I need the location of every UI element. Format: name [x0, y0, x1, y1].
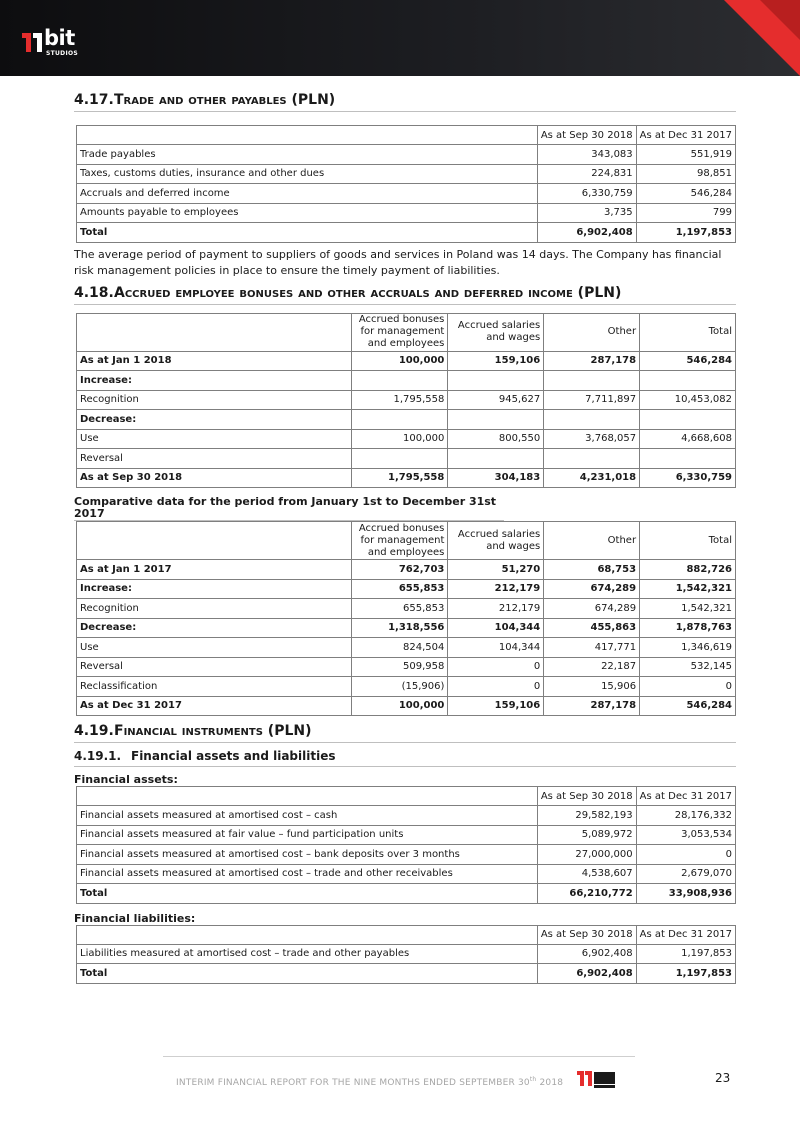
- value-cell: 546,284: [636, 184, 735, 204]
- value-cell: 0: [448, 657, 544, 677]
- value-cell: 674,289: [544, 579, 640, 599]
- value-cell: 6,902,408: [537, 964, 636, 984]
- value-cell: 1,197,853: [636, 223, 735, 243]
- value-cell: [640, 449, 736, 469]
- value-cell: 27,000,000: [537, 845, 636, 865]
- table-row: [77, 944, 736, 964]
- value-cell: 10,453,082: [640, 390, 736, 410]
- payables-note: The average period of payment to suppliers of goods and services in Poland was 14 days. The Company has financial risk management policies in place to ensure the timely payment of liabilities.: [74, 247, 722, 277]
- value-cell: 655,853: [352, 579, 448, 599]
- subsection-heading-4-19-1: [74, 749, 736, 767]
- row-label: As at Dec 31 2017: [77, 696, 352, 716]
- total-row: [77, 223, 736, 243]
- value-cell: 3,053,534: [636, 825, 735, 845]
- page-header-band: [0, 0, 800, 76]
- value-cell: [448, 449, 544, 469]
- section-number: 4.18.: [74, 284, 114, 301]
- table-row: [77, 371, 736, 391]
- row-label: Recognition: [77, 390, 352, 410]
- value-cell: 762,703: [352, 560, 448, 580]
- value-cell: 287,178: [544, 351, 640, 371]
- header-cell: As at Sep 30 2018: [537, 126, 636, 145]
- value-cell: 29,582,193: [537, 806, 636, 826]
- section-heading-4-18: [74, 285, 736, 305]
- accruals-table-2018: [76, 313, 736, 489]
- value-cell: 22,187: [544, 657, 640, 677]
- table-row: [77, 468, 736, 488]
- value-cell: 551,919: [636, 145, 735, 165]
- value-cell: 212,179: [448, 599, 544, 619]
- row-label: Financial assets measured at amortised cost – trade and other receivables: [77, 864, 538, 884]
- table-header-row: [77, 126, 736, 145]
- header-red-corner-inner: [760, 0, 800, 40]
- section-heading-4-19: [74, 723, 736, 743]
- value-cell: 66,210,772: [537, 884, 636, 904]
- header-cell: As at Sep 30 2018: [537, 787, 636, 806]
- header-cell: Other: [544, 313, 640, 351]
- header-cell: [77, 313, 352, 351]
- value-cell: [640, 410, 736, 430]
- section-title: Accrued employee bonuses and other accruals and deferred income (PLN): [114, 284, 622, 301]
- row-label: Reversal: [77, 657, 352, 677]
- table-row: [77, 864, 736, 884]
- table-header-row: [77, 313, 736, 351]
- value-cell: 343,083: [537, 145, 636, 165]
- value-cell: 1,318,556: [352, 618, 448, 638]
- value-cell: 304,183: [448, 468, 544, 488]
- row-label: Use: [77, 429, 352, 449]
- row-label: Recognition: [77, 599, 352, 619]
- section-title: Financial instruments (PLN): [114, 723, 312, 739]
- value-cell: 0: [448, 677, 544, 697]
- value-cell: 1,542,321: [640, 599, 736, 619]
- value-cell: 100,000: [352, 351, 448, 371]
- financial-assets-table: [76, 786, 736, 904]
- section-number: 4.19.: [74, 723, 114, 739]
- value-cell: 104,344: [448, 638, 544, 658]
- header-cell: [77, 787, 538, 806]
- table-row: [77, 410, 736, 430]
- header-cell: As at Dec 31 2017: [636, 787, 735, 806]
- row-label: As at Sep 30 2018: [77, 468, 352, 488]
- table-row: [77, 696, 736, 716]
- value-cell: 1,197,853: [636, 964, 735, 984]
- financial-assets-label: Financial assets:: [74, 773, 178, 786]
- value-cell: 212,179: [448, 579, 544, 599]
- value-cell: 6,330,759: [537, 184, 636, 204]
- table-row: [77, 351, 736, 371]
- section-title: Trade and other payables (PLN): [114, 92, 336, 108]
- value-cell: 98,851: [636, 164, 735, 184]
- footer-divider: [163, 1056, 635, 1057]
- subsection-number: 4.19.1.: [74, 749, 122, 763]
- section-number: 4.17.: [74, 92, 114, 108]
- value-cell: 0: [640, 677, 736, 697]
- footer-text-sup: th: [529, 1076, 537, 1083]
- value-cell: 1,878,763: [640, 618, 736, 638]
- value-cell: 509,958: [352, 657, 448, 677]
- header-cell: Other: [544, 522, 640, 560]
- header-cell: [77, 925, 538, 944]
- value-cell: 5,089,972: [537, 825, 636, 845]
- row-label: Reversal: [77, 449, 352, 469]
- table-row: [77, 618, 736, 638]
- value-cell: [352, 371, 448, 391]
- value-cell: 546,284: [640, 696, 736, 716]
- table-row: [77, 677, 736, 697]
- value-cell: 2,679,070: [636, 864, 735, 884]
- table-row: [77, 638, 736, 658]
- row-label: As at Jan 1 2018: [77, 351, 352, 371]
- value-cell: 3,768,057: [544, 429, 640, 449]
- value-cell: 159,106: [448, 351, 544, 371]
- value-cell: 100,000: [352, 429, 448, 449]
- header-cell: Accrued bonuses for management and employees: [352, 522, 448, 560]
- subsection-title: Financial assets and liabilities: [131, 749, 336, 763]
- table-row: [77, 806, 736, 826]
- table-row: [77, 429, 736, 449]
- header-cell: As at Sep 30 2018: [537, 925, 636, 944]
- footer-text-b: 2018: [536, 1078, 564, 1088]
- value-cell: 1,542,321: [640, 579, 736, 599]
- row-label: Financial assets measured at amortised cost – bank deposits over 3 months: [77, 845, 538, 865]
- value-cell: 6,330,759: [640, 468, 736, 488]
- value-cell: 800,550: [448, 429, 544, 449]
- value-cell: [640, 371, 736, 391]
- value-cell: 15,906: [544, 677, 640, 697]
- financial-liabilities-label: Financial liabilities:: [74, 911, 196, 925]
- value-cell: [544, 449, 640, 469]
- row-label: Total: [77, 964, 538, 984]
- section-heading-4-17: [74, 92, 736, 112]
- page-number: 23: [715, 1071, 731, 1085]
- footer-text-a: INTERIM FINANCIAL REPORT FOR THE NINE MONTHS ENDED SEPTEMBER 30: [176, 1078, 530, 1088]
- value-cell: [352, 410, 448, 430]
- value-cell: 7,711,897: [544, 390, 640, 410]
- table-row: [77, 390, 736, 410]
- value-cell: 417,771: [544, 638, 640, 658]
- value-cell: 1,795,558: [352, 390, 448, 410]
- row-label: Increase:: [77, 579, 352, 599]
- value-cell: 33,908,936: [636, 884, 735, 904]
- table-row: [77, 203, 736, 223]
- value-cell: 51,270: [448, 560, 544, 580]
- table-row: [77, 579, 736, 599]
- logo-word: bit: [44, 26, 75, 50]
- table-row: [77, 164, 736, 184]
- value-cell: 224,831: [537, 164, 636, 184]
- row-label: Taxes, customs duties, insurance and other dues: [77, 164, 538, 184]
- value-cell: [448, 410, 544, 430]
- total-row: [77, 964, 736, 984]
- page-content: [74, 92, 736, 984]
- logo-eleven-icon: [22, 30, 44, 52]
- value-cell: 0: [636, 845, 735, 865]
- value-cell: [352, 449, 448, 469]
- table-header-row: [77, 522, 736, 560]
- value-cell: 945,627: [448, 390, 544, 410]
- row-label: Accruals and deferred income: [77, 184, 538, 204]
- row-label: Use: [77, 638, 352, 658]
- accruals-2017-body: [77, 560, 736, 716]
- row-label: Financial assets measured at fair value – fund participation units: [77, 825, 538, 845]
- footer-report-title: [176, 1076, 563, 1088]
- table-row: [77, 145, 736, 165]
- value-cell: 68,753: [544, 560, 640, 580]
- header-cell: As at Dec 31 2017: [636, 126, 735, 145]
- value-cell: [544, 410, 640, 430]
- header-cell: Accrued salaries and wages: [448, 522, 544, 560]
- trade-payables-table: [76, 125, 736, 243]
- value-cell: 6,902,408: [537, 223, 636, 243]
- value-cell: 882,726: [640, 560, 736, 580]
- value-cell: 4,668,608: [640, 429, 736, 449]
- table-row: [77, 560, 736, 580]
- value-cell: 6,902,408: [537, 944, 636, 964]
- row-label: Trade payables: [77, 145, 538, 165]
- accruals-2018-body: [77, 351, 736, 488]
- value-cell: 532,145: [640, 657, 736, 677]
- table-header-row: [77, 925, 736, 944]
- value-cell: 100,000: [352, 696, 448, 716]
- header-cell: Accrued bonuses for management and employees: [352, 313, 448, 351]
- accruals-table-2017: [76, 521, 736, 716]
- financial-liabilities-table: [76, 925, 736, 984]
- header-cell: [77, 522, 352, 560]
- header-cell: Total: [640, 313, 736, 351]
- footer-logo-icon: [577, 1068, 617, 1090]
- value-cell: 455,863: [544, 618, 640, 638]
- total-row: [77, 884, 736, 904]
- table-row: [77, 599, 736, 619]
- value-cell: 546,284: [640, 351, 736, 371]
- row-label: Financial assets measured at amortised cost – cash: [77, 806, 538, 826]
- value-cell: 824,504: [352, 638, 448, 658]
- table-row: [77, 657, 736, 677]
- value-cell: 104,344: [448, 618, 544, 638]
- row-label: Liabilities measured at amortised cost – trade and other payables: [77, 944, 538, 964]
- row-label: Amounts payable to employees: [77, 203, 538, 223]
- table-row: [77, 184, 736, 204]
- row-label: Reclassification: [77, 677, 352, 697]
- row-label: Decrease:: [77, 618, 352, 638]
- logo-sub: STUDIOS: [46, 50, 79, 57]
- value-cell: 1,346,619: [640, 638, 736, 658]
- value-cell: 1,197,853: [636, 944, 735, 964]
- header-cell: As at Dec 31 2017: [636, 925, 735, 944]
- value-cell: [448, 371, 544, 391]
- value-cell: 1,795,558: [352, 468, 448, 488]
- value-cell: 4,231,018: [544, 468, 640, 488]
- value-cell: (15,906): [352, 677, 448, 697]
- table-row: [77, 845, 736, 865]
- header-cell: Total: [640, 522, 736, 560]
- value-cell: 3,735: [537, 203, 636, 223]
- value-cell: 159,106: [448, 696, 544, 716]
- value-cell: [544, 371, 640, 391]
- value-cell: 674,289: [544, 599, 640, 619]
- comparative-title: Comparative data for the period from January 1st to December 31st 2017: [74, 496, 504, 521]
- header-cell: Accrued salaries and wages: [448, 313, 544, 351]
- table-row: [77, 825, 736, 845]
- table-row: [77, 449, 736, 469]
- row-label: Total: [77, 223, 538, 243]
- value-cell: 4,538,607: [537, 864, 636, 884]
- value-cell: 655,853: [352, 599, 448, 619]
- header-cell: [77, 126, 538, 145]
- value-cell: 28,176,332: [636, 806, 735, 826]
- row-label: As at Jan 1 2017: [77, 560, 352, 580]
- row-label: Decrease:: [77, 410, 352, 430]
- row-label: Increase:: [77, 371, 352, 391]
- value-cell: 287,178: [544, 696, 640, 716]
- row-label: Total: [77, 884, 538, 904]
- table-header-row: [77, 787, 736, 806]
- value-cell: 799: [636, 203, 735, 223]
